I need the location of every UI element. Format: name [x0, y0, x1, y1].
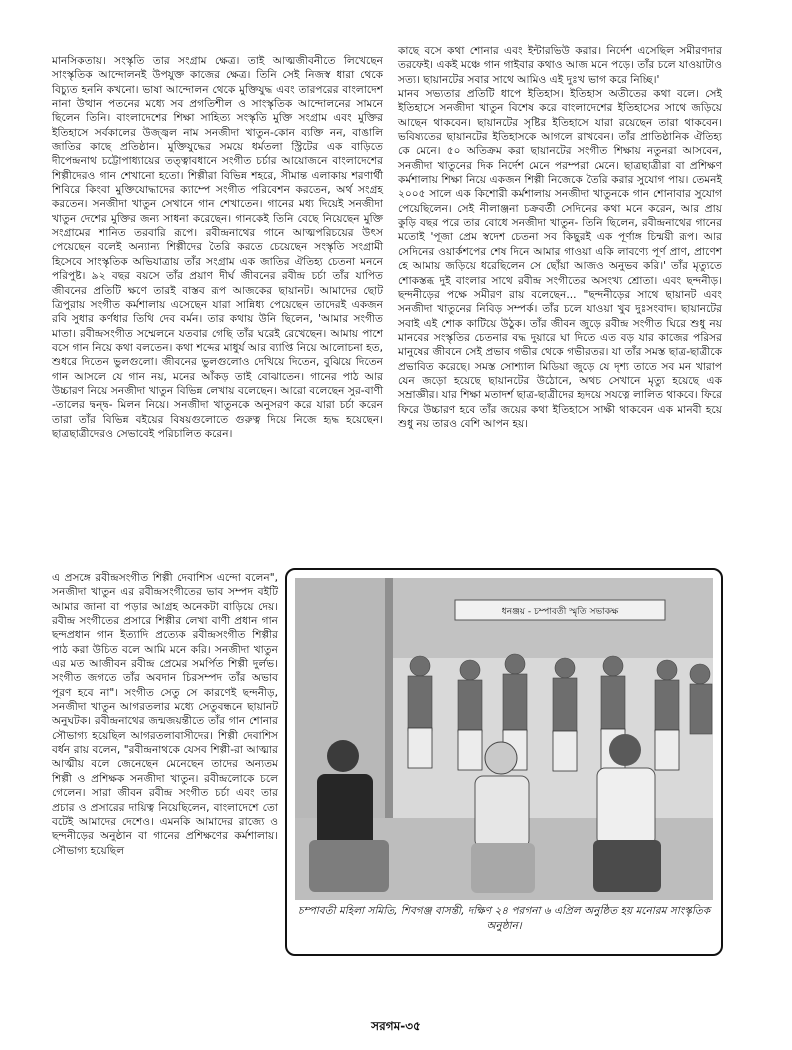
event-photo-illustration [295, 578, 713, 900]
article-paragraph: মানসিকতায়। সংস্কৃতি তার সংগ্রাম ক্ষেত্র। তাই আত্মজীবনীতে লিখেছেন সাংস্কৃতিক আন্দোলনই উপযুক্ত কাজের ক্ষেত্র। তিনি সেই নিজস্ব ধারা থেকে বিচ্যুত হননি কখনো। ভাষা আন্দোলন থেকে মুক্তিযুদ্ধ এবং তারপরের বাংলাদেশ নানা উত্থান পতনের মধ্যে সব প্রগতিশীল ও সাংস্কৃতিক আন্দোলনের সামনে ছিলেন তিনি। বাংলাদেশের শিক্ষা সাহিত্য সংস্কৃতি মুক্তি সংগ্রাম এবং মুক্তির ইতিহাসে সর্বকালের উজ্জ্বল নাম সনজীদা খাতুন-কোন ব্যক্তি নন, বাঙালি জাতির কাছে প্রতিষ্ঠান। মুক্তিযুদ্ধের সময়ে ধর্মতলা স্ট্রিটের এক বাড়িতে দীপেন্দ্রনাথ চট্টোপাধ্যায়ের তত্ত্বাবধানে সংগীত চর্চার আয়োজনে বাংলাদেশের শিল্পীদেরও গান শেখানো হতো। শিল্পীরা বিভিন্ন শহরে, সীমান্ত এলাকায় শরণার্থী শিবিরে কিংবা মুক্তিযোদ্ধাদের ক্যাম্পে সংগীত পরিবেশন করতেন, অর্থ সংগ্রহ করতেন। সনজীদা খাতুন সেখানে গান শেখাতেন। গানের মধ্য দিয়েই সনজীদা খাতুন দেশের মুক্তির জন্য সাধনা করেছেন। গানকেই তিনি বেছে নিয়েছেন মুক্তি সংগ্রামের শানিত তরবারি রূপে। রবীন্দ্রনাথের গানে আত্মপরিচয়ের উৎস পেয়েছেন বলেই অন্যান্য শিল্পীদের তৈরি করতে চেয়েছেন সংস্কৃতি সংগ্রামী হিসেবে সাংস্কৃতিক অভিযাত্রায় তাঁর সংগ্রাম এক জাতির ঐতিহ্য চেতনা মননে পরিপুষ্ট। ৯২ বছর বয়সে তাঁর প্রয়াণ দীর্ঘ জীবনের রবীন্দ্র চর্চা তাঁর যাপিত জীবনের প্রতিটি ক্ষণে তারই বাস্তব রূপ আজকের ছায়ানট। আমাদের ছোট ত্রিপুরায় সংগীত কর্মশালায় এসেছেন যারা সান্নিধ্য পেয়েছেন তাদেরই একজন রবি সুধার কর্ণধার তিথি দেব বর্মন। তার কথায় উনি ছিলেন, 'আমার সংগীত মাতা। রবীন্দ্রসংগীত সম্মেলনে যতবার গেছি তাঁর ঘরেই রেখেছেন। আমায় পাশে বসে গান নিয়ে কথা বলতেন। কথা শব্দের মাধুর্য আর ব্যাপ্তি নিয়ে আলোচনা হত, শুধরে দিতেন ভুলগুলো। জীবনের ভুলগুলোও দেখিয়ে দিতেন, বুঝিয়ে দিতেন গান আসলে যে গান নয়, মনের আঁকড় তাই বোঝাতেন। গানের পাঠ আর উচ্চারণ নিয়ে সনজীদা খাতুন বিভিন্ন লেখায় বলেছেন। আরো বলেছেন সুর-বাণী -তালের দ্বন্দ্ব- মিলন নিয়ে। সনজীদা খাতুনকে অনুসরণ করে যারা চর্চা করেন তারা তাঁর বিভিন্ন বইয়ের বিষয়গুলোতে গুরুত্ব দিয়ে নিজে হৃদ্ধ হয়েছেন। ছাত্রছাত্রীদেরও সেভাবেই পরিচালিত করেন। [52, 55, 383, 440]
article-column-right [398, 44, 722, 431]
article-paragraph: মানব সভ্যতার প্রতিটি ধাপে ইতিহাস। ইতিহাস অতীতের কথা বলে। সেই ইতিহাসে সনজীদা খাতুন বিশেষ করে বাংলাদেশের ইতিহাসের সাথে জড়িয়ে আছেন থাকবেন। ছায়ানটের সৃষ্টির ইতিহাসে যারা রয়েছেন তারা থাকবেন। ভবিষ্যতের ছায়ানটের ইতিহাসকে আগলে রাখবেন। তাঁর প্রাতিষ্ঠানিক ঐতিহ্য কে মেনে। ৫০ অতিক্রম করা ছায়ানটের সংগীত শিক্ষায় নতুনরা আসবেন, সনজীদা খাতুনের দিক নির্দেশ মেনে পরম্পরা মেনে। ছাত্রছাত্রীরা বা প্রশিক্ষণ কর্মশালায় শিক্ষা নিয়ে একজন শিল্পী নিজেকে তৈরি করার সুযোগ পায়। তেমনই ২০০৫ সালে এক কিশোরী কর্মশালায় সনজীদা খাতুনকে গান শোনাবার সুযোগ পেয়েছিলেন। সেই নীলাঞ্জনা চক্রবর্তী সেদিনের কথা মনে করেন, আর প্রায় কুড়ি বছর পরে তার বোধে সনজীদা খাতুন- তিনি ছিলেন, রবীন্দ্রনাথের গানের মতোই 'পূজা প্রেম স্বদেশ চেতনা সব কিছুরই এক পূর্ণাঙ্গ চিন্ময়ী রূপ। আর সেদিনের ওয়ার্কশপের শেষ দিনে আমার গাওয়া একি লাবণ্যে পূর্ণ প্রাণ, প্রাণেশ হে আমায় জড়িয়ে ধরেছিলেন সে ছোঁয়া আজও অনুভব করি।' তাঁর মৃত্যুতে শোকস্তব্ধ দুই বাংলার সাথে রবীন্দ্র সংগীতের অসংখ্য শ্রোতা। এবং ছন্দনীড়। ছন্দনীড়ের পক্ষে সমীরণ রায় বলেছেন... "ছন্দনীড়ের সাথে ছায়ানট এবং সনজীদা খাতুনের নিবিড় সম্পর্ক। তাঁর চলে যাওয়া খুব দুঃসংবাদ। ছায়ানটের সবাই এই শোক কাটিয়ে উঠুক। তাঁর জীবন জুড়ে রবীন্দ্র সংগীত ঘিরে শুধু নয় মানবের সংস্কৃতির চেতনার বদ্ধ দুয়ারে ঘা দিতে এত বড় যার কাজের পরিসর মানুষের জীবনে সেই প্রভাব গভীর থেকে গভীরতর। যা তাঁর সমস্ত ছাত্র-ছাত্রীকে প্রভাবিত করেছে। সমস্ত সোশ্যাল মিডিয়া জুড়ে যে দৃশ্য তাতে সব মন খারাপ যেন জড়ো হয়েছে ছায়ানটের উঠোনে, অথচ সেখানে মৃত্যু হয়েছে এক সম্রাজ্ঞীর। যার শিক্ষা মতাদর্শ ছাত্র-ছাত্রীদের হৃদয়ে সযত্নে লালিত থাকবে। ফিরে ফিরে উচ্চারণ হবে তাঁর জয়ের কথা ইতিহাসে সাক্ষী থাকবেন এক মানবী হয়ে শুধু নয় তারও বেশি আপন হয়। [398, 88, 722, 430]
article-column-left-bottom [52, 571, 278, 858]
article-column-left-top [52, 54, 383, 441]
page-number: সরগম-৩৫ [371, 1019, 421, 1033]
photo-frame [285, 568, 723, 956]
hall-banner-text: ধনঞ্জয় - চম্পাবতী স্মৃতি সভাকক্ষ [501, 607, 619, 617]
event-photo [295, 578, 713, 900]
article-paragraph: কাছে বসে কথা শোনার এবং ইন্টারভিউ করার। নির্দেশ এসেছিল সমীরণদার তরফেই। একই মঞ্চে গান গাইবার কথাও আজ মনে পড়ে। তাঁর চলে যাওয়াটাও সত্য। ছায়ানটের সবার সাথে আমিও এই দুঃখ ভাগ করে নিচ্ছি।' [398, 45, 722, 86]
photo-caption: চম্পাবতী মহিলা সমিতি, শিবগঞ্জ বাসন্তী, দক্ষিণ ২৪ পরগনা ৬ এপ্রিল অনুষ্ঠিত হয় মনোরম সাংস্কৃতিক অনুষ্ঠান। [297, 905, 711, 932]
article-paragraph: এ প্রসঙ্গে রবীন্দ্রসংগীত শিল্পী দেবাশিস এন্দো বলেন", সনজীদা খাতুন এর রবীন্দ্রসংগীতের ভাব সম্পদ বইটি আমার জানা বা পড়ার আগ্রহ অনেকটা বাড়িয়ে দেয়। রবীন্দ্র সংগীতের প্রসারে শিল্পীর লেখা বাণী প্রধান গান ছন্দপ্রধান গান ইত্যাদি প্রত্যেক রবীন্দ্রসংগীত শিল্পীর পাঠ করা উচিত বলে আমি মনে করি। সনজীদা খাতুন এর মত আজীবন রবীন্দ্র প্রেমের সমর্পিত শিল্পী দুর্লভ। সংগীত জগতে তাঁর অবদান চিরসম্পদ তাঁর অভাব পূরণ হবে না"। সংগীত সেতু সে কারণেই ছন্দনীড়, সনজীদা খাতুন আগরতলার মধ্যে সেতুবন্ধনে ছায়ানট অনুঘটক। রবীন্দ্রনাথের জন্মজয়ন্তীতে তাঁর গান শোনার সৌভাগ্য হয়েছিল আগরতলাবাসীদের। শিল্পী দেবাশিস বর্ধন রায় বলেন, "রবীন্দ্রনাথকে যেসব শিল্পী-রা আত্মার আত্মীয় বলে জেনেছেন মেনেছেন তাদের অন্যতম শিল্পী ও প্রশিক্ষক সনজীদা খাতুন। রবীন্দ্রলোকে চলে গেলেন। সারা জীবন রবীন্দ্র সংগীত চর্চা এবং তার প্রচার ও প্রসারের দায়িত্ব নিয়েছিলেন, বাংলাদেশে তো বটেই আমাদের দেশেও। এমনকি আমাদের রাজ্যে ও ছন্দনীড়ের অনুষ্ঠান বা গানের প্রশিক্ষণের কর্মশালায়। সৌভাগ্য হয়েছিল [52, 572, 278, 857]
